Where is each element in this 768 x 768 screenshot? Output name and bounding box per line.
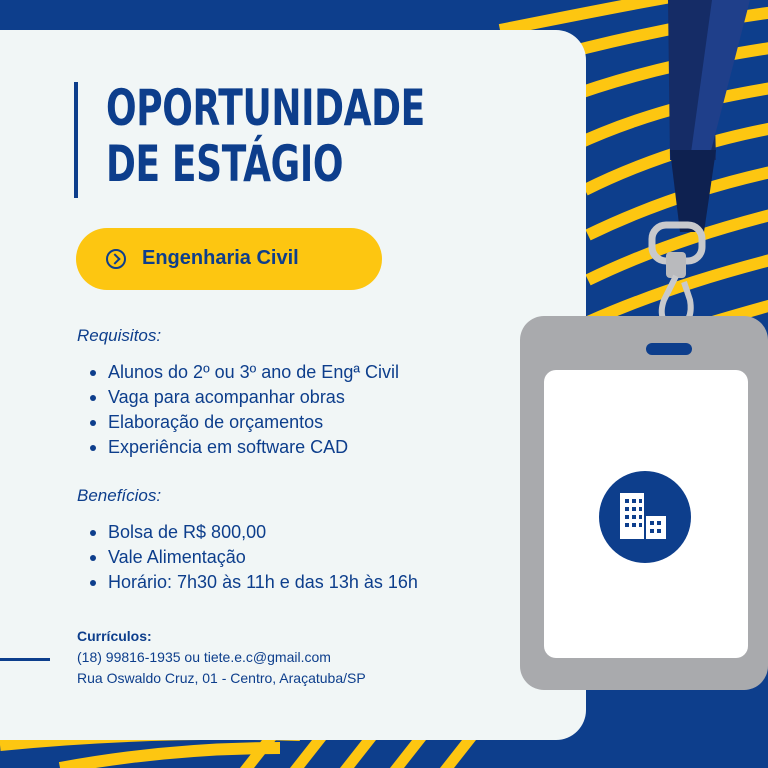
list-item: Elaboração de orçamentos	[88, 410, 399, 435]
list-item: Vale Alimentação	[88, 545, 418, 570]
list-item: Bolsa de R$ 800,00	[88, 520, 418, 545]
course-pill	[76, 228, 382, 290]
chevron-right-circle-icon	[106, 249, 126, 269]
requisitos-list	[88, 360, 399, 460]
requisitos-label: Requisitos:	[77, 326, 162, 345]
contact-phone-email: (18) 99816-1935 ou tiete.e.c@gmail.com	[77, 649, 331, 665]
building-icon	[599, 471, 691, 563]
contact-accent-line	[0, 658, 50, 661]
title-line-2: DE ESTÁGIO	[106, 135, 344, 193]
id-badge-illustration	[500, 0, 768, 700]
contact-label: Currículos:	[77, 628, 152, 644]
page-title	[106, 80, 425, 192]
list-item: Experiência em software CAD	[88, 435, 399, 460]
title-line-1: OPORTUNIDADE	[106, 79, 425, 137]
beneficios-list	[88, 520, 418, 595]
beneficios-label: Benefícios:	[77, 486, 162, 505]
contact-address: Rua Oswaldo Cruz, 01 - Centro, Araçatuba/SP	[77, 670, 366, 686]
title-accent-bar	[74, 82, 78, 198]
list-item: Alunos do 2º ou 3º ano de Engª Civil	[88, 360, 399, 385]
list-item: Vaga para acompanhar obras	[88, 385, 399, 410]
list-item: Horário: 7h30 às 11h e das 13h às 16h	[88, 570, 418, 595]
course-label: Engenharia Civil	[142, 247, 299, 269]
